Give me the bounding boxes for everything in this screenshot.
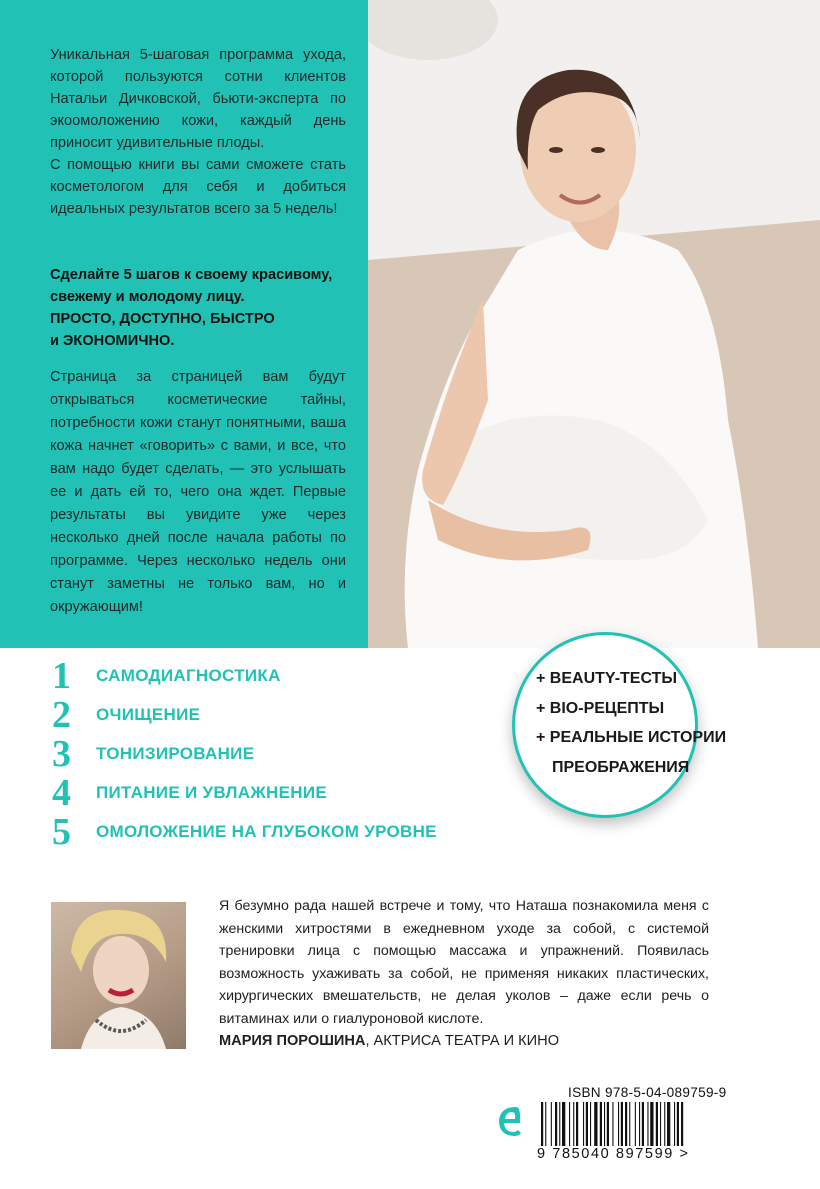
author-photo-illustration <box>368 0 820 648</box>
barcode-digits: 9 785040 897599 > <box>537 1146 690 1162</box>
barcode-bar <box>674 1102 675 1146</box>
description-text: Страница за страницей вам будут открываться косметические тайны, потребности кожи станут понятными, ваша кожа начнет «говорить» с вами, и все, что вам надо будет сделать, — это услышать ее и дать ей то, чего она ждет. Первые результаты вы увидите уже через несколько дней после начала работы по программе. Через несколько недель они станут заметны не только вам, но и окружающим! <box>50 369 346 615</box>
highlight-line-4: и ЭКОНОМИЧНО. <box>50 333 175 349</box>
barcode-bar <box>618 1102 619 1146</box>
barcode-bar <box>664 1102 665 1146</box>
bonus-item-stories: + РЕАЛЬНЫЕ ИСТОРИИ <box>536 729 727 746</box>
barcode-bar <box>607 1102 609 1146</box>
step-number: 4 <box>52 772 71 814</box>
step-label: ПИТАНИЕ И УВЛАЖНЕНИЕ <box>96 783 327 802</box>
barcode-bar <box>677 1102 679 1146</box>
barcode-bar <box>541 1102 543 1146</box>
step-item <box>50 811 490 855</box>
author-photo <box>368 0 820 648</box>
testimonial-author-role: , АКТРИСА ТЕАТРА И КИНО <box>365 1033 560 1049</box>
barcode-bar <box>650 1102 653 1146</box>
step-number: 1 <box>52 655 71 697</box>
barcode-bar <box>562 1102 565 1146</box>
step-number: 2 <box>52 694 71 736</box>
steps-list <box>50 655 490 855</box>
bonus-list <box>536 664 727 782</box>
barcode-bar <box>559 1102 560 1146</box>
intro-text <box>50 44 346 220</box>
isbn-label: ISBN 978-5-04-089759-9 <box>568 1085 727 1100</box>
barcode-bar <box>551 1102 552 1146</box>
barcode-bar <box>642 1102 644 1146</box>
step-item <box>50 733 490 777</box>
step-item <box>50 694 490 738</box>
step-label: САМОДИАГНОСТИКА <box>96 666 281 685</box>
barcode-bar <box>656 1102 658 1146</box>
barcode-bar <box>629 1102 630 1146</box>
step-number: 3 <box>52 733 71 775</box>
barcode-bar <box>621 1102 623 1146</box>
step-label: ОЧИЩЕНИЕ <box>96 705 201 724</box>
step-item <box>50 655 490 699</box>
barcode-bar <box>576 1102 578 1146</box>
intro-paragraph-2: С помощью книги вы сами сможете стать косметологом для себя и добиться идеальных результатов всего за 5 недель! <box>50 157 346 217</box>
barcode-bar <box>594 1102 597 1146</box>
barcode-bar <box>600 1102 602 1146</box>
testimonial-attribution <box>219 1033 559 1049</box>
testimonial-portrait-illustration <box>51 902 186 1049</box>
barcode-bar <box>583 1102 584 1146</box>
barcode-bar <box>639 1102 640 1146</box>
bonus-item-recipes: + BIO-РЕЦЕПТЫ <box>536 699 665 717</box>
barcode-bar <box>647 1102 648 1146</box>
barcode <box>537 1102 747 1148</box>
step-number: 5 <box>52 811 71 853</box>
publisher-logo-icon <box>494 1101 522 1141</box>
barcode-bar <box>612 1102 613 1146</box>
step-label: ТОНИЗИРОВАНИЕ <box>96 744 255 763</box>
highlight-line-3: ПРОСТО, ДОСТУПНО, БЫСТРО <box>50 311 275 327</box>
barcode-bar <box>667 1102 670 1146</box>
intro-paragraph-1: Уникальная 5-шаговая программа ухода, которой пользуются сотни клиентов Натальи Дичковской, бьюти-эксперта по экоомоложению кожи, каждый день приносит удивительные плоды. <box>50 47 346 151</box>
barcode-bar <box>604 1102 605 1146</box>
testimonial-quote: Я безумно рада нашей встрече и тому, что Наташа познакомила меня с женскими хитростями в ежедневном уходе за собой, с системой тренировки лица с помощью массажа и упражнений. Появилась возможность ухаживать за собой, не применяя никаких пластических, хирургических вмешательств, не делая уколов – даже если речь о витаминах или о гиалуроновой кислоте. <box>219 898 709 1027</box>
barcode-bar <box>586 1102 588 1146</box>
highlight-text <box>50 264 350 352</box>
barcode-bar <box>569 1102 570 1146</box>
barcode-bar <box>635 1102 636 1146</box>
step-item <box>50 772 490 816</box>
barcode-bar <box>573 1102 574 1146</box>
barcode-bar <box>545 1102 546 1146</box>
barcode-bar <box>590 1102 591 1146</box>
barcode-bar <box>555 1102 557 1146</box>
step-label: ОМОЛОЖЕНИЕ НА ГЛУБОКОМ УРОВНЕ <box>96 822 437 841</box>
bonus-item-stories-cont: ПРЕОБРАЖЕНИЯ <box>552 758 690 776</box>
highlight-line-1: Сделайте 5 шагов к своему красивому, <box>50 267 333 283</box>
barcode-bar <box>625 1102 627 1146</box>
highlight-line-2: свежему и молодому лицу. <box>50 289 245 305</box>
testimonial-author: МАРИЯ ПОРОШИНА <box>219 1033 366 1049</box>
bonus-item-tests: + BEAUTY-ТЕСТЫ <box>536 670 678 687</box>
testimonial-portrait <box>51 902 186 1049</box>
barcode-bar <box>681 1102 683 1146</box>
barcode-bar <box>660 1102 661 1146</box>
